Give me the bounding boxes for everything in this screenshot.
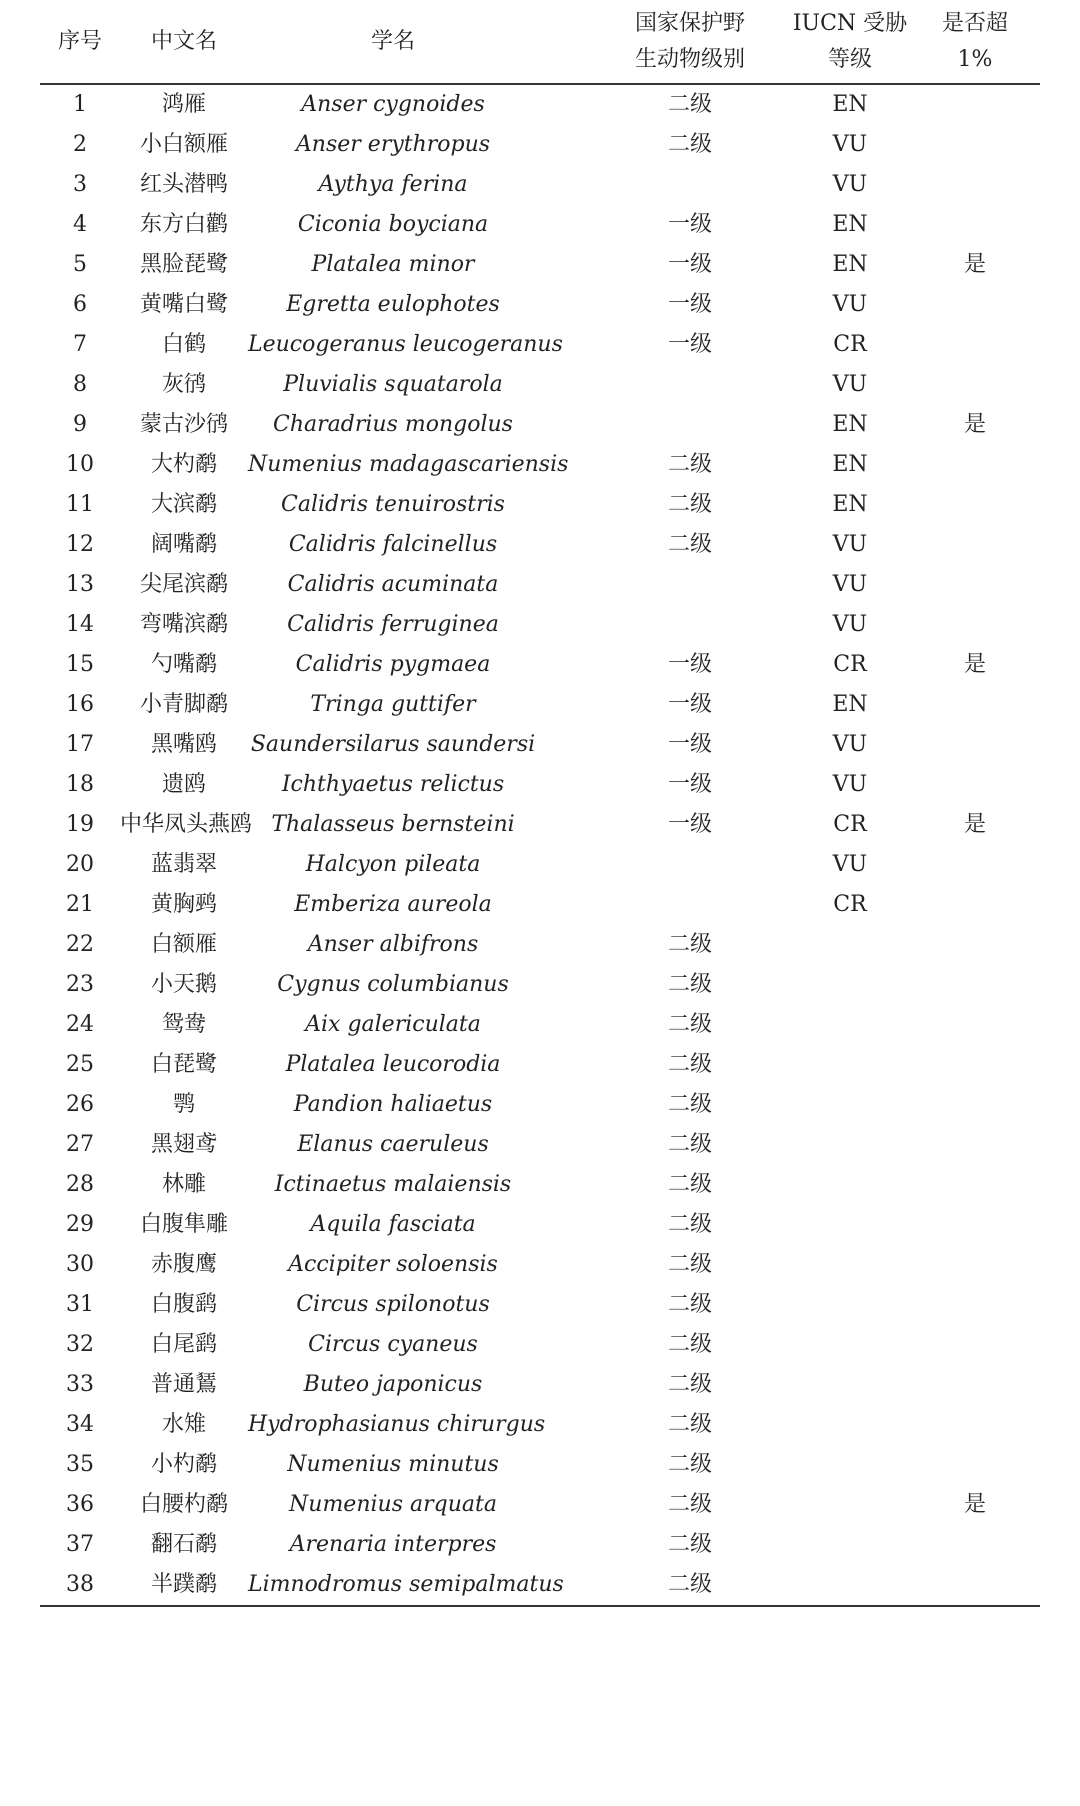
header-iucn-status: IUCN 受胁 等级 [792,10,908,72]
table-row [40,485,1040,525]
cell-sci-name: Pluvialis squatarola [283,372,503,397]
cell-protection-level: 二级 [667,1532,712,1557]
cell-no: 21 [66,892,94,917]
cell-cn-name: 弯嘴滨鹬 [139,612,228,637]
cell-cn-name: 白腹鹞 [150,1292,217,1317]
cell-sci-name: Saundersilarus saundersi [250,732,536,757]
cell-iucn-status: VU [832,572,868,597]
table-row [40,965,1040,1005]
cell-sci-name: Anser albifrons [307,932,479,957]
cell-cn-name: 普通鵟 [150,1372,217,1397]
cell-sci-name: Platalea minor [311,252,475,277]
cell-protection-level: 一级 [667,652,712,677]
cell-over-1pct [920,605,1030,645]
cell-over-1pct [920,845,1030,885]
cell-over-1pct [920,1445,1030,1485]
cell-no: 31 [66,1292,94,1317]
cell-over-1pct [920,1165,1030,1205]
cell-cn-name: 灰鸻 [161,372,206,397]
table-row [40,1245,1040,1285]
cell-sci-name: Ichthyaetus relictus [281,772,505,797]
table-row [40,1485,1040,1525]
cell-iucn-status: CR [833,892,867,917]
cell-sci-name: Numenius minutus [287,1452,499,1477]
cell-over-1pct [920,565,1030,605]
cell-over-1pct: 是 [963,812,986,837]
cell-sci-name: Pandion haliaetus [293,1092,493,1117]
cell-protection-level: 二级 [667,1132,712,1157]
cell-cn-name: 林雕 [161,1172,206,1197]
cell-cn-name: 黑翅鸢 [150,1132,217,1157]
table-row [40,1005,1040,1045]
cell-over-1pct [920,725,1030,765]
table-row [40,765,1040,805]
cell-no: 6 [73,292,87,317]
cell-cn-name: 鹗 [172,1092,195,1117]
cell-protection-level: 二级 [667,1332,712,1357]
cell-cn-name: 小天鹅 [150,972,217,997]
cell-no: 29 [66,1212,94,1237]
cell-iucn-status: VU [832,772,868,797]
cell-protection-level: 二级 [667,1252,712,1277]
cell-over-1pct [920,925,1030,965]
cell-no: 36 [66,1492,94,1517]
cell-over-1pct [920,165,1030,205]
cell-sci-name: Aythya ferina [318,172,468,197]
cell-iucn-status: VU [832,132,868,157]
cell-no: 4 [73,212,87,237]
cell-cn-name: 白尾鹞 [150,1332,217,1357]
cell-no: 2 [73,132,87,157]
cell-no: 8 [73,372,87,397]
cell-iucn-status [780,1285,920,1325]
table-row [40,645,1040,685]
cell-cn-name: 大杓鹬 [150,452,217,477]
table-row [40,565,1040,605]
cell-sci-name: Accipiter soloensis [288,1252,498,1277]
cell-protection-level: 二级 [667,1492,712,1517]
table-row [40,405,1040,445]
cell-cn-name: 小白额雁 [139,132,228,157]
cell-no: 32 [66,1332,94,1357]
cell-iucn-status: EN [832,252,868,277]
cell-sci-name: Circus cyaneus [308,1332,478,1357]
cell-sci-name: Halcyon pileata [305,852,481,877]
cell-no: 1 [73,92,87,117]
cell-protection-level [600,605,780,645]
cell-no: 23 [66,972,94,997]
cell-cn-name: 黑嘴鸥 [150,732,217,757]
cell-over-1pct [920,205,1030,245]
cell-iucn-status: EN [832,212,868,237]
cell-iucn-status: EN [832,92,868,117]
cell-protection-level: 一级 [667,812,712,837]
cell-cn-name: 鸳鸯 [161,1012,206,1037]
table-row [40,1525,1040,1565]
cell-protection-level: 一级 [667,772,712,797]
cell-protection-level: 一级 [667,292,712,317]
cell-iucn-status [780,1125,920,1165]
cell-cn-name: 白额雁 [150,932,217,957]
table-row [40,325,1040,365]
table-row [40,85,1040,125]
cell-sci-name: Buteo japonicus [303,1372,483,1397]
cell-over-1pct [920,765,1030,805]
cell-over-1pct [920,1565,1030,1605]
table-row [40,725,1040,765]
cell-over-1pct [920,365,1030,405]
cell-iucn-status [780,1085,920,1125]
cell-iucn-status [780,1165,920,1205]
table-row [40,685,1040,725]
cell-sci-name: Tringa guttifer [310,692,476,717]
cell-iucn-status: VU [832,852,868,877]
cell-cn-name: 尖尾滨鹬 [139,572,228,597]
table-row [40,445,1040,485]
cell-over-1pct [920,445,1030,485]
cell-sci-name: Circus spilonotus [296,1292,490,1317]
cell-iucn-status: EN [832,412,868,437]
cell-sci-name: Anser cygnoides [301,92,485,117]
cell-sci-name: Aix galericulata [305,1012,481,1037]
cell-iucn-status [780,1205,920,1245]
cell-no: 22 [66,932,94,957]
cell-sci-name: Charadrius mongolus [273,412,513,437]
cell-cn-name: 白腰杓鹬 [139,1492,228,1517]
cell-sci-name: Emberiza aureola [294,892,492,917]
header-no: 序号 [57,28,102,54]
cell-protection-level: 一级 [667,252,712,277]
cell-sci-name: Calidris ferruginea [287,612,499,637]
cell-sci-name: Ciconia boyciana [297,212,489,237]
cell-protection-level: 一级 [667,732,712,757]
cell-no: 15 [66,652,94,677]
table-row [40,1165,1040,1205]
cell-over-1pct [920,1325,1030,1365]
table-row [40,885,1040,925]
cell-iucn-status [780,1005,920,1045]
cell-no: 19 [66,812,94,837]
cell-over-1pct [920,1005,1030,1045]
cell-no: 12 [66,532,94,557]
cell-protection-level: 二级 [667,492,712,517]
cell-no: 3 [73,172,87,197]
table-row [40,1405,1040,1445]
cell-iucn-status [780,1045,920,1085]
cell-protection-level: 一级 [667,212,712,237]
cell-no: 7 [73,332,87,357]
cell-iucn-status: VU [832,732,868,757]
cell-iucn-status: CR [833,812,867,837]
cell-no: 27 [66,1132,94,1157]
cell-over-1pct [920,1365,1030,1405]
table-row [40,365,1040,405]
cell-over-1pct [920,1245,1030,1285]
cell-sci-name: Anser erythropus [295,132,491,157]
cell-cn-name: 水雉 [161,1412,206,1437]
cell-cn-name: 勺嘴鹬 [150,652,217,677]
cell-protection-level: 二级 [667,452,712,477]
cell-iucn-status: EN [832,452,868,477]
cell-protection-level: 二级 [667,1372,712,1397]
cell-cn-name: 东方白鹳 [139,212,228,237]
table-row [40,1285,1040,1325]
cell-protection-level: 二级 [667,972,712,997]
table-row [40,1205,1040,1245]
table-header [40,0,1040,85]
cell-sci-name: Aquila fasciata [310,1212,476,1237]
cell-sci-name: Limnodromus semipalmatus [248,1572,564,1597]
cell-cn-name: 翻石鹬 [150,1532,217,1557]
cell-over-1pct [920,1085,1030,1125]
cell-no: 17 [66,732,94,757]
cell-cn-name: 中华凤头燕鸥 [120,812,253,837]
cell-over-1pct [920,885,1030,925]
cell-no: 20 [66,852,94,877]
cell-no: 37 [66,1532,94,1557]
cell-cn-name: 阔嘴鹬 [150,532,217,557]
cell-protection-level: 二级 [667,1572,712,1597]
cell-sci-name: Calidris tenuirostris [281,492,505,517]
cell-over-1pct [920,1045,1030,1085]
cell-sci-name: Arenaria interpres [289,1532,497,1557]
cell-over-1pct [920,1125,1030,1165]
cell-sci-name: Numenius madagascariensis [248,452,569,477]
cell-protection-level [600,165,780,205]
cell-over-1pct [920,325,1030,365]
cell-sci-name: Calidris acuminata [287,572,499,597]
cell-no: 38 [66,1572,94,1597]
cell-sci-name: Numenius arquata [289,1492,497,1517]
header-cn-name: 中文名 [150,28,217,54]
table-row [40,845,1040,885]
cell-sci-name: Leucogeranus leucogeranus [248,332,563,357]
cell-protection-level [600,365,780,405]
cell-iucn-status [780,1365,920,1405]
cell-no: 11 [66,492,94,517]
header-sci-name: 学名 [370,28,415,54]
cell-cn-name: 遗鸥 [161,772,206,797]
cell-sci-name: Calidris pygmaea [295,652,491,677]
cell-cn-name: 小青脚鹬 [139,692,228,717]
cell-sci-name: Hydrophasianus chirurgus [248,1412,546,1437]
cell-iucn-status: EN [832,692,868,717]
cell-over-1pct [920,485,1030,525]
cell-cn-name: 鸿雁 [161,92,206,117]
cell-over-1pct [920,1285,1030,1325]
table-row [40,525,1040,565]
cell-over-1pct [920,1205,1030,1245]
cell-no: 24 [66,1012,94,1037]
cell-cn-name: 黄胸鹀 [150,892,217,917]
cell-over-1pct [920,1405,1030,1445]
table-row [40,1325,1040,1365]
cell-protection-level: 二级 [667,1052,712,1077]
cell-iucn-status: VU [832,292,868,317]
table-body [40,85,1040,1607]
cell-no: 33 [66,1372,94,1397]
cell-iucn-status: VU [832,612,868,637]
cell-sci-name: Platalea leucorodia [285,1052,501,1077]
cell-sci-name: Egretta eulophotes [286,292,500,317]
cell-iucn-status [780,1565,920,1605]
cell-protection-level: 二级 [667,132,712,157]
cell-over-1pct: 是 [963,252,986,277]
table-row [40,205,1040,245]
cell-sci-name: Elanus caeruleus [297,1132,489,1157]
cell-sci-name: Cygnus columbianus [277,972,509,997]
header-over-1pct: 是否超 1% [941,10,1008,72]
cell-cn-name: 蒙古沙鸻 [139,412,228,437]
cell-iucn-status [780,1485,920,1525]
cell-cn-name: 赤腹鹰 [150,1252,217,1277]
cell-iucn-status [780,1405,920,1445]
cell-over-1pct [920,125,1030,165]
table-row [40,285,1040,325]
cell-iucn-status: VU [832,532,868,557]
cell-no: 26 [66,1092,94,1117]
cell-protection-level: 二级 [667,532,712,557]
cell-protection-level: 二级 [667,1292,712,1317]
cell-iucn-status: EN [832,492,868,517]
cell-over-1pct [920,85,1030,125]
cell-protection-level [600,845,780,885]
cell-iucn-status [780,1245,920,1285]
table-row [40,165,1040,205]
cell-no: 35 [66,1452,94,1477]
cell-protection-level: 二级 [667,1172,712,1197]
cell-protection-level: 二级 [667,1212,712,1237]
cell-protection-level: 一级 [667,332,712,357]
cell-over-1pct: 是 [963,652,986,677]
cell-iucn-status [780,925,920,965]
cell-sci-name: Thalasseus bernsteini [271,812,515,837]
table-row [40,245,1040,285]
cell-no: 14 [66,612,94,637]
cell-over-1pct [920,525,1030,565]
cell-protection-level: 二级 [667,92,712,117]
cell-no: 30 [66,1252,94,1277]
cell-iucn-status [780,965,920,1005]
table-row [40,1445,1040,1485]
cell-protection-level: 二级 [667,1012,712,1037]
cell-cn-name: 大滨鹬 [150,492,217,517]
table-row [40,125,1040,165]
cell-cn-name: 小杓鹬 [150,1452,217,1477]
cell-no: 5 [73,252,87,277]
cell-protection-level: 二级 [667,1412,712,1437]
cell-no: 10 [66,452,94,477]
table-row [40,1365,1040,1405]
cell-cn-name: 白琵鹭 [150,1052,217,1077]
cell-iucn-status [780,1445,920,1485]
table-row [40,925,1040,965]
cell-cn-name: 蓝翡翠 [150,852,217,877]
cell-protection-level: 二级 [667,1092,712,1117]
table-row [40,1125,1040,1165]
cell-protection-level: 二级 [667,1452,712,1477]
cell-protection-level [600,405,780,445]
cell-cn-name: 黄嘴白鹭 [139,292,228,317]
cell-iucn-status: VU [832,372,868,397]
table-row [40,605,1040,645]
cell-no: 28 [66,1172,94,1197]
cell-protection-level [600,565,780,605]
cell-protection-level [600,885,780,925]
cell-iucn-status [780,1525,920,1565]
species-table [40,0,1040,1607]
cell-cn-name: 白腹隼雕 [139,1212,228,1237]
cell-over-1pct [920,1525,1030,1565]
cell-sci-name: Ictinaetus malaiensis [274,1172,512,1197]
table-row [40,1045,1040,1085]
cell-iucn-status: VU [832,172,868,197]
cell-cn-name: 半蹼鹬 [150,1572,217,1597]
cell-cn-name: 白鹤 [161,332,206,357]
cell-over-1pct: 是 [963,412,986,437]
cell-over-1pct [920,965,1030,1005]
cell-no: 34 [66,1412,94,1437]
cell-no: 9 [73,412,87,437]
cell-no: 18 [66,772,94,797]
cell-over-1pct [920,285,1030,325]
cell-over-1pct: 是 [963,1492,986,1517]
cell-over-1pct [920,685,1030,725]
header-protection-level: 国家保护野 生动物级别 [634,10,745,72]
cell-iucn-status: CR [833,332,867,357]
cell-no: 25 [66,1052,94,1077]
cell-iucn-status [780,1325,920,1365]
cell-cn-name: 黑脸琵鹭 [139,252,228,277]
cell-protection-level: 一级 [667,692,712,717]
cell-sci-name: Calidris falcinellus [288,532,498,557]
cell-iucn-status: CR [833,652,867,677]
cell-protection-level: 二级 [667,932,712,957]
table-row [40,1565,1040,1605]
cell-no: 13 [66,572,94,597]
table-row [40,805,1040,845]
cell-cn-name: 红头潜鸭 [139,172,228,197]
cell-no: 16 [66,692,94,717]
table-row [40,1085,1040,1125]
